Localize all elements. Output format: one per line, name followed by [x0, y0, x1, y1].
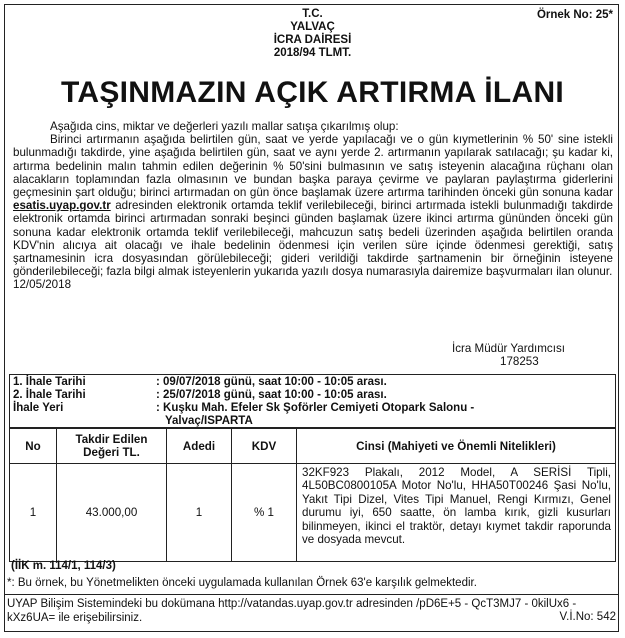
ihale-yer-value-2: Yalvaç/ISPARTA: [165, 415, 253, 427]
conditions-text-1: Birinci artırmanın aşağıda belirtilen gün, saat ve yerde yapılacağı ve o gün kıymetlerinin % 50' sine istekli bulunmadığı takdirde, yine aşağıda belirtilen gün, saat ve aynı yerde 2. artırmanın yapılarak satılacağı; şu kadar ki, artırma bedelinin malın tahmin edilen değerinin % 50'sini bulmasının ve satış isteyenin alacağına rüçhanı olan alacakların toplamından fazla olmasının ve bundan başka paraya çevirme ve paylaran paylaştırma giderlerini geçmesinin şart olduğu; birinci artırmadan on gün önce başlamak üzere artırma tarihinden önceki gün sonuna kadar: [13, 133, 613, 200]
signer-block: [452, 342, 565, 368]
table-header-row: [10, 429, 616, 464]
vi-number: V.İ.No: 542: [559, 611, 616, 623]
col-header-kdv: KDV: [232, 429, 297, 464]
col-header-quantity: Adedi: [167, 429, 232, 464]
announcement-body: [13, 120, 613, 292]
court-header: [0, 8, 625, 60]
sample-number: Örnek No: 25*: [536, 9, 613, 21]
header-city: YALVAÇ: [290, 21, 335, 33]
uyap-access-note: UYAP Bilişim Sistemindeki bu dokümana http://vatandas.uyap.gov.tr adresinden /pD6E+5 - QcT3MJ7 - 0kilUx6 - kXz6UA= ile erişebilirsiniz.: [7, 598, 577, 624]
ihale1-row: [13, 376, 387, 389]
ihale-yer-row: [13, 402, 474, 415]
footer-divider: [4, 594, 619, 595]
page-title: TAŞINMAZIN AÇIK ARTIRMA İLANI: [60, 76, 565, 109]
ihale-yer-value: : Kuşku Mah. Efeler Sk Şoförler Cemiyeti Otopark Salonu -: [156, 402, 475, 414]
cell-description: 32KF923 Plakalı, 2012 Model, A SERİSİ Tipli, 4L50BC0800105A Motor No'lu, HHA50T00246 Şasi No'lu, Yakıt Tipi Dizel, Vites Tipi Manuel, Rengi Kırmızı, Genel durumu iyi, 650 saatte, ön lamba kırık, gizli kusurları bilinmeyen, ikinci el traktör, detayı kıymet takdir raporunda ve dosyada mevcut.: [297, 464, 616, 562]
cell-quantity: 1: [167, 464, 232, 562]
ihale2-value: : 25/07/2018 günü, saat 10:00 - 10:05 arası.: [156, 389, 387, 401]
ihale-yer-label: İhale Yeri: [13, 402, 64, 414]
ihale2-label: 2. İhale Tarihi: [13, 389, 86, 401]
signer-number: 178253: [500, 355, 539, 369]
table-row: [10, 464, 616, 562]
header-office: İCRA DAİRESİ: [273, 34, 352, 46]
cell-value: 43.000,00: [57, 464, 167, 562]
ihale1-label: 1. İhale Tarihi: [13, 376, 86, 388]
auction-info-box: [9, 374, 616, 428]
footnote: *: Bu örnek, bu Yönetmelikten önceki uygulamada kullanılan Örnek 63'e karşılık gelmektedir.: [7, 577, 477, 589]
items-table: [9, 428, 616, 562]
esatis-link[interactable]: esatis.uyap.gov.tr: [13, 199, 111, 213]
conditions-text-2: adresinden elektronik ortamda teklif verilebileceği, birinci artırmada istekli bulunmadığı takdirde elektronik ortamda birinci artırmadan sonraki beşinci günden başlamak üzere ikinci artırma gününden önceki gün sonuna kadar elektronik ortamda teklif verilebileceği, mahcuzun satış bedeli üzerinden aşağıda belirtilen oranda KDV'nin alıcıya ait olacağı ve ihale bedelinin ödenmesi için verilen süre içinde ödenmesi gerektiği, satış şartnamesinin icra dosyasından görülebileceği; gideri verildiği takdirde şartnamenin bir örneğinin isteyene gönderilebileceği; fazla bilgi almak isteyenlerin yukarıda yazılı dosya numarasıyla dairemize başvurmaları ilan olunur.: [13, 199, 613, 279]
header-file-no: 2018/94 TLMT.: [273, 47, 352, 59]
signer-title: İcra Müdür Yardımcısı: [452, 342, 565, 355]
col-header-description: Cinsi (Mahiyeti ve Önemli Nitelikleri): [297, 429, 616, 464]
col-header-no: No: [10, 429, 57, 464]
col-header-value: Takdir Edilen Değeri TL.: [57, 429, 167, 464]
header-tc: T.C.: [302, 8, 323, 20]
cell-no: 1: [10, 464, 57, 562]
ihale1-value: : 09/07/2018 günü, saat 10:00 - 10:05 arası.: [156, 376, 387, 388]
cell-kdv: % 1: [232, 464, 297, 562]
ihale2-row: [13, 389, 387, 402]
announcement-date: 12/05/2018: [13, 278, 72, 292]
intro-paragraph: Aşağıda cins, miktar ve değerleri yazılı mallar satışa çıkarılmış olup:: [50, 120, 399, 133]
law-reference: (İİK m. 114/1, 114/3): [11, 560, 116, 572]
conditions-paragraph: [13, 133, 613, 278]
